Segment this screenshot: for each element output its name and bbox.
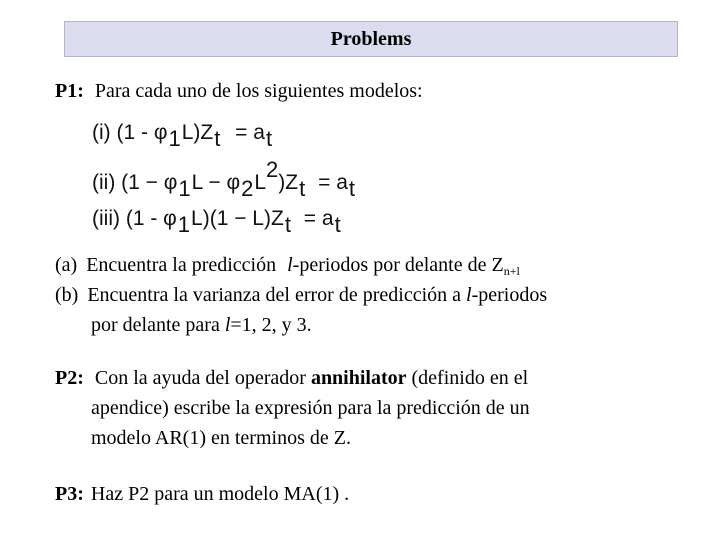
- model-i-sub2: t: [214, 126, 221, 151]
- model-ii: [92, 157, 356, 201]
- item-b-text-1: Encuentra la varianza del error de predicción a: [87, 284, 461, 306]
- p1-item-a: [55, 254, 520, 277]
- p1-line: [55, 80, 423, 103]
- model-i: [92, 119, 273, 151]
- item-b-label: (b): [55, 284, 79, 306]
- item-a-sub: n+l: [503, 264, 520, 278]
- item-a-text-1: Encuentra la predicción: [86, 254, 277, 276]
- model-ii-expr-mid1: L − φ: [191, 171, 241, 194]
- p1-text: Para cada uno de los siguientes modelos:: [94, 80, 423, 102]
- model-i-label: (i): [92, 121, 111, 144]
- item-b-text-2: -periodos: [471, 284, 548, 306]
- item-a-l: l: [287, 254, 293, 276]
- p3-line: [55, 483, 349, 506]
- model-ii-sub1: 1: [178, 176, 191, 201]
- item-b-text-4: =1, 2, y 3.: [230, 314, 312, 336]
- model-ii-sub2: 2: [241, 176, 254, 201]
- model-i-expr-after: = a: [235, 121, 265, 144]
- model-iii-sub1: 1: [177, 212, 191, 237]
- model-iii-sub3: t: [334, 212, 341, 237]
- model-i-expr-before: (1 - φ: [116, 121, 168, 144]
- model-iii-expr-after: = a: [303, 207, 334, 230]
- model-iii-expr-before: (1 - φ: [125, 207, 177, 230]
- model-ii-sup: 2: [266, 157, 279, 182]
- p2-bold-word: annihilator: [310, 367, 407, 389]
- model-iii-sub2: t: [284, 212, 291, 237]
- model-ii-expr-after: = a: [318, 171, 348, 194]
- item-b-l: l: [466, 284, 472, 306]
- model-ii-label: (ii): [92, 171, 116, 194]
- model-i-sub1: 1: [168, 126, 181, 151]
- model-ii-sub4: t: [348, 176, 355, 201]
- page-title: Problems: [330, 27, 412, 50]
- item-b-l2: l: [224, 314, 231, 336]
- model-ii-sub3: t: [299, 176, 306, 201]
- p2-label: P2:: [55, 367, 84, 389]
- model-iii-expr-mid: L)(1 − L)Z: [191, 207, 284, 230]
- model-i-sub3: t: [265, 126, 273, 151]
- p1-label: P1:: [55, 80, 84, 102]
- item-b-text-3: por delante para: [91, 314, 220, 336]
- p1-item-b-cont: [91, 314, 312, 337]
- p2-line-1: [55, 367, 528, 390]
- p2-text-2: (definido en el: [411, 367, 529, 389]
- p1-item-b: [55, 284, 547, 307]
- p2-line-3: modelo AR(1) en terminos de Z.: [91, 427, 351, 449]
- p3-label: P3:: [55, 483, 84, 505]
- model-i-expr-mid: L)Z: [181, 121, 214, 144]
- model-ii-expr-before: (1 − φ: [121, 171, 178, 194]
- item-a-label: (a): [55, 254, 78, 276]
- model-iii: [92, 205, 342, 237]
- model-ii-expr-mid3: )Z: [278, 171, 299, 194]
- model-iii-label: (iii): [92, 207, 120, 230]
- p2-text-1: Con la ayuda del operador: [94, 367, 306, 389]
- p2-line-2: apendice) escribe la expresión para la predicción de un: [91, 397, 530, 419]
- model-ii-expr-mid2: L: [254, 171, 267, 194]
- header-bar: [64, 21, 678, 57]
- item-a-text-2: -periodos por delante de Z: [292, 254, 504, 276]
- p3-text: Haz P2 para un modelo MA(1) .: [90, 483, 350, 505]
